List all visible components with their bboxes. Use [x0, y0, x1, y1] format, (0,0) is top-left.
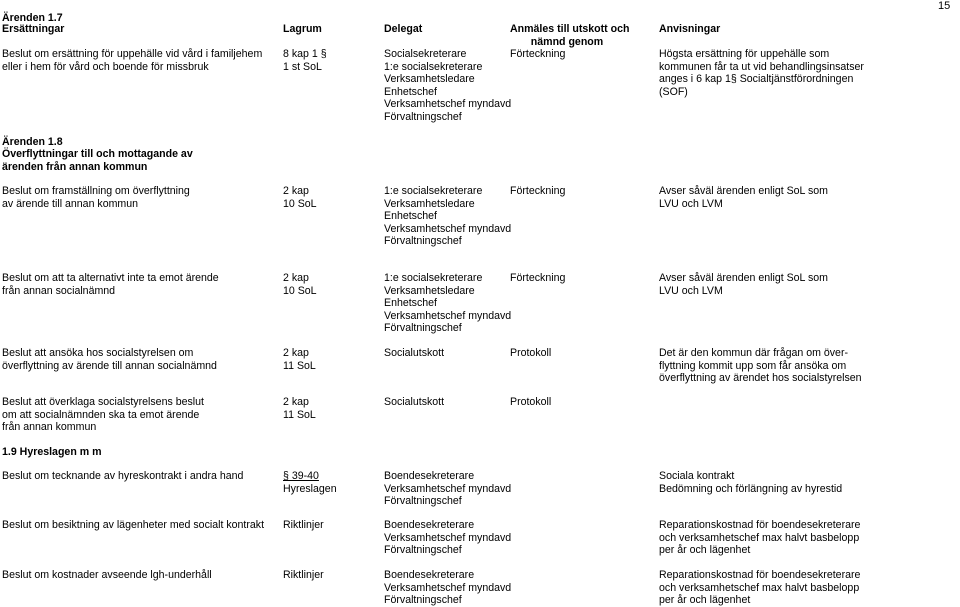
- row-1-9-1-delegates: Boendesekreterare Verksamhetschef myndavd Förvaltningschef: [384, 470, 512, 508]
- row-1-7-1-delegates: Socialsekreterare 1:e socialsekreterare Verksamhetsledare Enhetschef Verksamhetschef myndavd Förvaltningschef: [384, 48, 512, 123]
- row-1-9-3-law: Riktlinjer: [283, 569, 324, 581]
- section-subtitle-1-8: Överflyttningar till och mottagande av ärenden från annan kommun: [2, 148, 193, 173]
- section-title-1-8: Ärenden 1.8: [2, 136, 63, 148]
- row-1-9-1-guidance: Sociala kontrakt Bedömning och förlängning av hyrestid: [659, 470, 843, 495]
- row-1-7-1-law: 8 kap 1 § 1 st SoL: [283, 48, 327, 73]
- row-1-8-4-report: Protokoll: [510, 396, 552, 408]
- row-1-9-3-decision: Beslut om kostnader avseende lgh-underhåll: [2, 569, 212, 581]
- row-1-8-2-decision: Beslut om att ta alternativt inte ta emot ärende från annan socialnämnd: [2, 272, 219, 297]
- row-1-9-3-delegates: Boendesekreterare Verksamhetschef myndavd Förvaltningschef: [384, 569, 512, 607]
- row-1-8-3-report: Protokoll: [510, 347, 552, 359]
- row-1-9-2-delegates: Boendesekreterare Verksamhetschef myndavd Förvaltningschef: [384, 519, 512, 557]
- row-1-8-1-decision: Beslut om framställning om överflyttning av ärende till annan kommun: [2, 185, 190, 210]
- row-1-7-1-decision: Beslut om ersättning för uppehälle vid vård i familjehem eller i hem för vård och boende för missbruk: [2, 48, 263, 73]
- row-1-8-1-delegates: 1:e socialsekreterare Verksamhetsledare Enhetschef Verksamhetschef myndavd Förvaltningschef: [384, 185, 512, 248]
- section-title-1-9: 1.9 Hyreslagen m m: [2, 446, 102, 458]
- row-1-8-2-delegates: 1:e socialsekreterare Verksamhetsledare Enhetschef Verksamhetschef myndavd Förvaltningschef: [384, 272, 512, 335]
- row-1-8-1-law: 2 kap 10 SoL: [283, 185, 317, 210]
- row-1-7-1-report: Förteckning: [510, 48, 566, 60]
- header-lagrum: Lagrum: [283, 23, 322, 35]
- row-1-9-2-guidance: Reparationskostnad för boendesekreterare och verksamhetschef max halvt basbelopp per år och lägenhet: [659, 519, 861, 557]
- header-ersattningar: Ersättningar: [2, 23, 65, 35]
- row-1-9-1-decision: Beslut om tecknande av hyreskontrakt i andra hand: [2, 470, 244, 482]
- section-title-1-7: Ärenden 1.7: [2, 12, 63, 24]
- header-anmales: Anmäles till utskott och nämnd genom: [510, 23, 630, 48]
- row-1-7-1-guidance: Högsta ersättning för uppehälle som kommunen får ta ut vid behandlingsinsatser anges i 6 kap 1§ Socialtjänstförordningen (SOF): [659, 48, 864, 98]
- page-number: 15: [938, 0, 951, 12]
- row-1-8-3-law: 2 kap 11 SoL: [283, 347, 316, 372]
- row-1-9-1-law: § 39-40 Hyreslagen: [283, 470, 337, 495]
- header-delegat: Delegat: [384, 23, 423, 35]
- row-1-8-2-guidance: Avser såväl ärenden enligt SoL som LVU och LVM: [659, 272, 829, 297]
- row-1-8-3-decision: Beslut att ansöka hos socialstyrelsen om överflyttning av ärende till annan socialnämnd: [2, 347, 217, 372]
- row-1-8-1-guidance: Avser såväl ärenden enligt SoL som LVU och LVM: [659, 185, 829, 210]
- row-1-8-4-law: 2 kap 11 SoL: [283, 396, 316, 421]
- row-1-9-3-guidance: Reparationskostnad för boendesekreterare och verksamhetschef max halvt basbelopp per år och lägenhet: [659, 569, 861, 607]
- row-1-9-2-decision: Beslut om besiktning av lägenheter med socialt kontrakt: [2, 519, 265, 531]
- row-1-8-4-decision: Beslut att överklaga socialstyrelsens beslut om att socialnämnden ska ta emot ärende från annan kommun: [2, 396, 204, 434]
- row-1-8-3-delegates: Socialutskott: [384, 347, 445, 359]
- row-1-8-1-report: Förteckning: [510, 185, 566, 197]
- row-1-8-2-report: Förteckning: [510, 272, 566, 284]
- row-1-8-2-law: 2 kap 10 SoL: [283, 272, 317, 297]
- row-1-8-4-delegates: Socialutskott: [384, 396, 445, 408]
- header-anvisningar: Anvisningar: [659, 23, 721, 35]
- row-1-8-3-guidance: Det är den kommun där frågan om över- flyttning kommit upp som får ansöka om överflyttning av ärendet hos socialstyrelsen: [659, 347, 862, 385]
- row-1-9-2-law: Riktlinjer: [283, 519, 324, 531]
